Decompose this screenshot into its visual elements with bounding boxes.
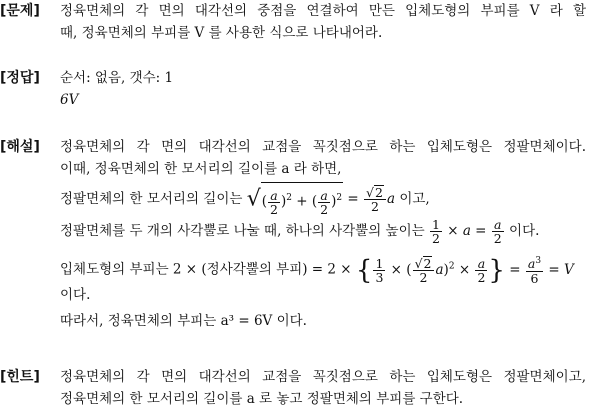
solution-line-1: 정육면체의 각 면의 대각선의 교점을 꼭짓점으로 하는 입체도형은 정팔면체이다. bbox=[60, 139, 586, 155]
pyramid-height-suffix: 이다. bbox=[509, 223, 540, 239]
edge-length-text: 정팔면체의 한 모서리의 길이는 bbox=[60, 190, 243, 207]
volume-text: 입체도형의 부피는 2 × (정사각뿔의 부피) = 2 × bbox=[60, 261, 352, 278]
pyramid-height-text: 정팔면체를 두 개의 사각뿔로 나눌 때, 하나의 사각뿔의 높이는 bbox=[60, 223, 425, 239]
edge-length-result: $\frac{√2}{2}$ bbox=[364, 185, 386, 213]
solution-line-2: 이때, 정육면체의 한 모서리의 길이를 a 라 하면, bbox=[60, 161, 342, 177]
edge-length-sqrt-formula: √( $\frac{a}{2}$ )$^2$ + ( $\frac{a}{2}$ )$^2$ bbox=[247, 182, 343, 217]
solution-line-5 bbox=[60, 248, 586, 284]
solution-line-4: 정팔면체를 두 개의 사각뿔로 나눌 때, 하나의 사각뿔의 높이는 $\frac{1}{2}$ × a = $\frac{a}{2}$ 이다. bbox=[60, 217, 540, 246]
solution-line-7: 따라서, 정육면체의 부피는 a³ = 6V 이다. bbox=[60, 313, 307, 329]
hint-line-2: 정육면체의 한 모서리의 길이를 a 로 놓고 정팔면체의 부피를 구한다. bbox=[60, 391, 464, 407]
answer-label: [정답] bbox=[0, 70, 40, 86]
problem-line-2: 때, 정육면체의 부피를 V 를 사용한 식으로 나타내어라. bbox=[60, 25, 383, 41]
solution-label: [해설] bbox=[0, 139, 40, 155]
pyramid-height-formula: $\frac{1}{2}$ bbox=[431, 217, 440, 246]
hint-label: [힌트] bbox=[0, 369, 40, 385]
hint-line-1: 정육면체의 각 면의 대각선의 교점을 꼭짓점으로 하는 입체도형은 정팔면체이고, bbox=[60, 369, 586, 385]
problem-label: [문제] bbox=[0, 3, 40, 19]
answer-line-2: 6V bbox=[60, 92, 79, 108]
edge-length-suffix: 이고, bbox=[399, 190, 430, 207]
answer-line-1: 순서: 없음, 갯수: 1 bbox=[60, 70, 174, 86]
problem-line-1: 정육면체의 각 면의 대각선의 중점을 연결하여 만든 입체도형의 부피를 V 라 할 bbox=[60, 3, 586, 19]
solution-line-6: 이다. bbox=[60, 287, 91, 303]
solution-line-3: 정팔면체의 한 모서리의 길이는 √( $\frac{a}{2}$ )$^2$ + ( $\frac{a}{2}$ )$^2$ = $\frac{√2}{2}$ a 이고, bbox=[60, 182, 586, 212]
volume-formula: { $\frac{1}{3}$ × ( $\frac{√2}{2}$ a)$^2$ × $\frac{a}{2}$ } = $\frac{a^3}{6}$ = V bbox=[355, 255, 574, 286]
